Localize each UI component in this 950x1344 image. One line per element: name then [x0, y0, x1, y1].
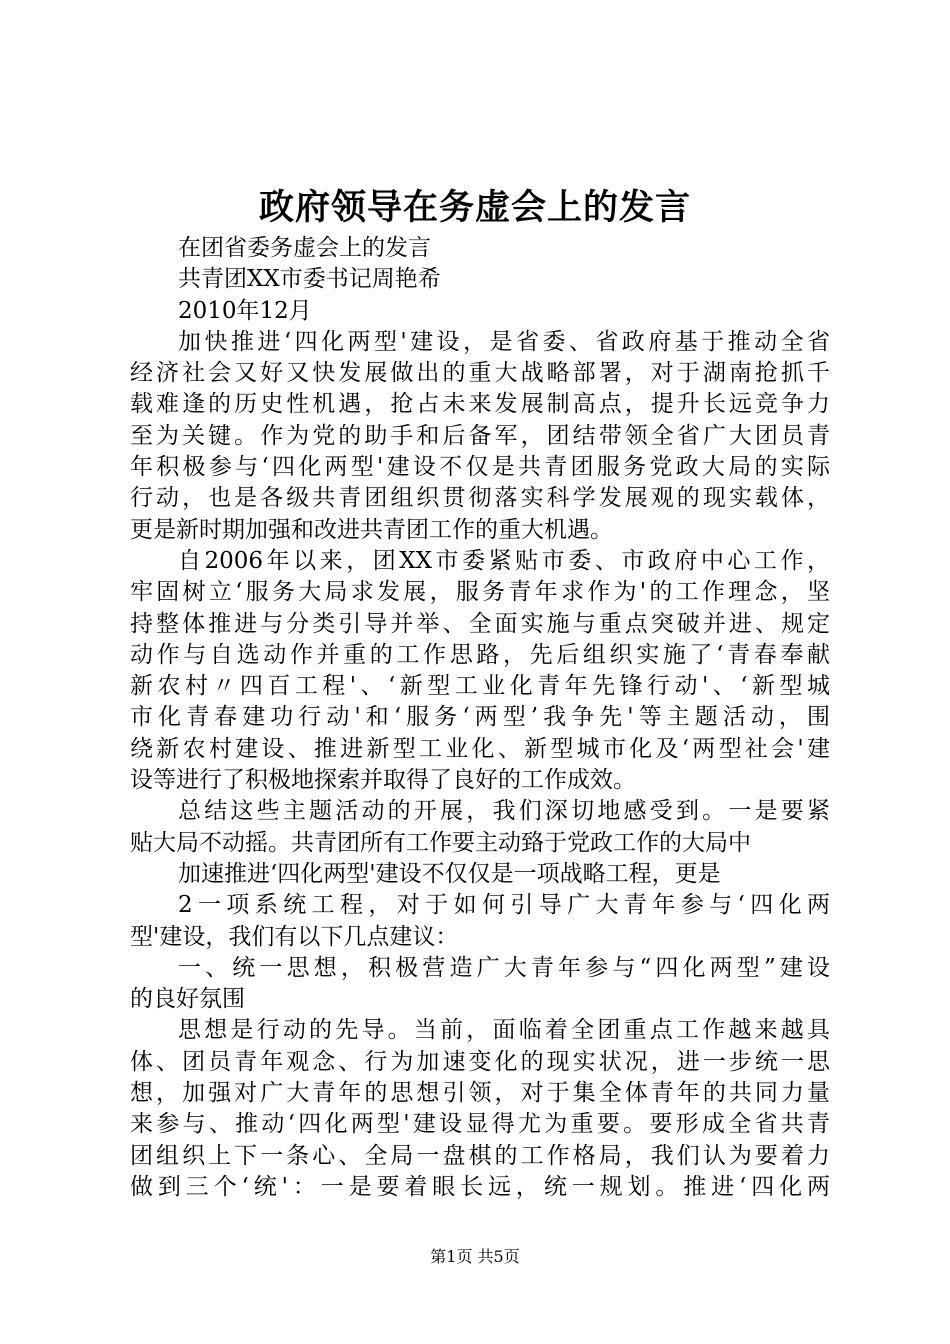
text-line: 2一项系统工程，对于如何引导广大青年参与‘四化两 [178, 892, 830, 919]
text-line: 思想是行动的先导。当前，面临着全团重点工作越来越具 [178, 1017, 830, 1044]
text-line: 至为关键。作为党的助手和后备军，团结带领全省广大团员青 [130, 422, 830, 449]
text-line: 体、团员青年观念、行为加速变化的现实状况，进一步统一思 [130, 1048, 830, 1075]
text-line: 共青团XX市委书记周艳希 [178, 266, 441, 293]
text-line: 设等进行了积极地探索并取得了良好的工作成效。 [130, 767, 636, 794]
text-line: 总结这些主题活动的开展，我们深切地感受到。一是要紧 [178, 798, 830, 825]
text-line: 在团省委务虚会上的发言 [178, 235, 431, 261]
text-line: 做到三个‘统'：一是要着眼长远，统一规划。推进‘四化两 [130, 1173, 830, 1200]
text-line: 型'建设，我们有以下几点建议： [130, 923, 459, 950]
page-footer: 第1页 共5页 [430, 1247, 520, 1266]
text-line: 加速推进‘四化两型'建设不仅仅是一项战略工程，更是 [178, 860, 721, 887]
text-line: 团组织上下一条心、全局一盘棋的工作格局，我们认为要着力 [130, 1142, 830, 1169]
text-line: 2010年12月 [178, 297, 312, 324]
text-line: 更是新时期加强和改进共青团工作的重大机遇。 [130, 516, 613, 543]
text-line: 一、统一思想，积极营造广大青年参与“四化两型”建设 [178, 954, 830, 981]
text-line: 新农村〃四百工程'、‘新型工业化青年先锋行动'、‘新型城 [130, 673, 830, 700]
text-line: 绕新农村建设、推进新型工业化、新型城市化及‘两型社会'建 [130, 735, 830, 762]
text-line: 年积极参与‘四化两型'建设不仅是共青团服务党政大局的实际 [130, 454, 830, 481]
text-line: 想，加强对广大青年的思想引领，对于集全体青年的共同力量 [130, 1080, 830, 1107]
text-line: 市化青春建功行动'和‘服务‘两型’我争先'等主题活动，围 [130, 704, 830, 731]
text-line: 经济社会又好又快发展做出的重大战略部署，对于湖南抢抓千 [130, 360, 830, 387]
text-line: 持整体推进与分类引导并举、全面实施与重点突破并进、规定 [130, 610, 830, 637]
text-line: 行动，也是各级共青团组织贯彻落实科学发展观的现实载体， [130, 485, 830, 512]
document-title: 政府领导在务虚会上的发言 [258, 187, 691, 228]
text-line: 的良好氛围 [130, 986, 245, 1013]
text-line: 加快推进‘四化两型'建设，是省委、省政府基于推动全省 [178, 328, 830, 355]
text-line: 牢固树立‘服务大局求发展，服务青年求作为'的工作理念，坚 [130, 579, 830, 606]
text-line: 来参与、推动‘四化两型'建设显得尤为重要。要形成全省共青 [130, 1111, 830, 1138]
text-line: 载难逢的历史性机遇，抢占未来发展制高点，提升长远竞争力 [130, 391, 830, 418]
text-line: 自2006年以来，团XX市委紧贴市委、市政府中心工作， [178, 547, 830, 574]
text-line: 动作与自选动作并重的工作思路，先后组织实施了‘青春奉献 [130, 641, 830, 668]
document-body [130, 233, 830, 1203]
text-line: 贴大局不动摇。共青团所有工作要主动臵于党政工作的大局中 [130, 829, 751, 856]
